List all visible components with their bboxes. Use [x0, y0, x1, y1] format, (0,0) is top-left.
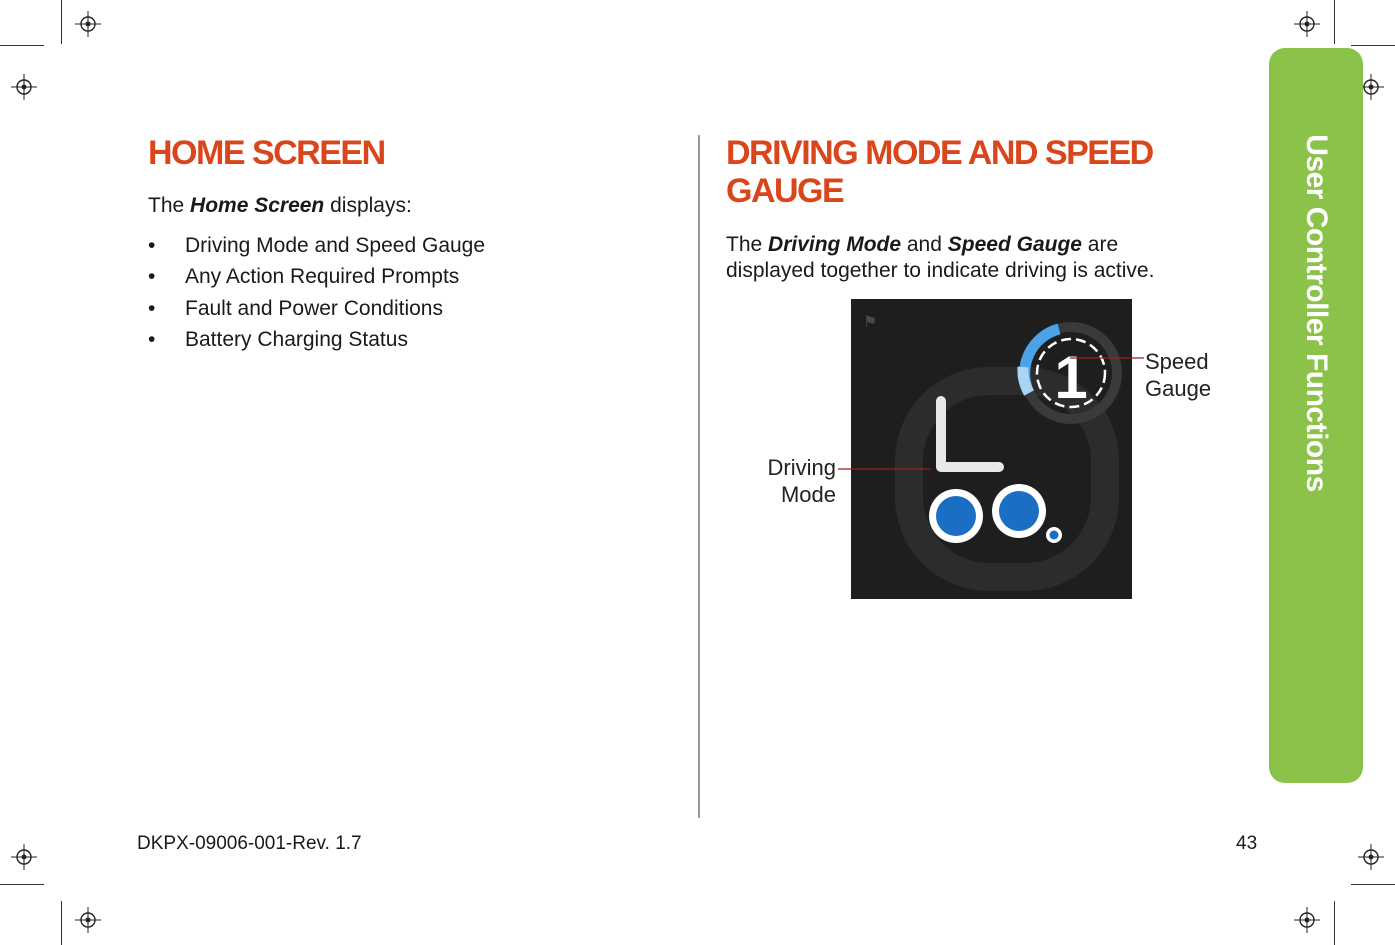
registration-mark-icon [75, 907, 101, 933]
list-item: • Fault and Power Conditions [148, 293, 485, 324]
intro-emphasis: Home Screen [190, 194, 325, 217]
driving-mode-description [726, 232, 1154, 284]
callout-text: Driving [767, 455, 836, 480]
callout-text: Gauge [1145, 376, 1212, 401]
document-id: DKPX-09006-001-Rev. 1.7 [137, 833, 362, 854]
crop-mark [1334, 901, 1335, 945]
column-divider [698, 135, 700, 818]
svg-text:⚑: ⚑ [863, 312, 878, 331]
heading-line: GAUGE [726, 172, 844, 210]
crop-mark [0, 884, 44, 885]
home-screen-heading: HOME SCREEN [148, 134, 385, 172]
description-text: are [1081, 233, 1119, 256]
home-screen-intro [148, 193, 412, 219]
speed-gauge-callout [1145, 348, 1211, 402]
registration-mark-icon [75, 11, 101, 37]
description-text: displayed together to indicate driving is active. [726, 259, 1155, 282]
page-number: 43 [1236, 833, 1258, 854]
list-item: • Any Action Required Prompts [148, 261, 485, 292]
description-emphasis: Driving Mode [768, 233, 902, 256]
callout-text: Mode [780, 482, 836, 507]
crop-mark [1351, 884, 1395, 885]
gauge-number: 1 [1054, 344, 1088, 411]
crop-mark [1334, 0, 1335, 44]
section-tab-text: User Controller Functions [1300, 134, 1333, 492]
list-item: • Battery Charging Status [148, 324, 485, 355]
registration-mark-icon [11, 844, 37, 870]
callout-text: Speed [1145, 349, 1209, 374]
description-text: and [901, 233, 948, 256]
crop-mark [61, 0, 62, 44]
registration-mark-icon [11, 74, 37, 100]
description-emphasis: Speed Gauge [947, 233, 1082, 256]
crop-mark [61, 901, 62, 945]
crop-mark [0, 45, 44, 46]
driving-mode-callout [740, 454, 836, 508]
heading-line: DRIVING MODE AND SPEED [726, 134, 1153, 172]
intro-text: The [148, 194, 191, 217]
description-text: The [726, 233, 769, 256]
registration-mark-icon [1358, 844, 1384, 870]
registration-mark-icon [1294, 907, 1320, 933]
registration-mark-icon [1294, 11, 1320, 37]
intro-text: displays: [324, 194, 412, 217]
crop-mark [1351, 45, 1395, 46]
list-item: • Driving Mode and Speed Gauge [148, 230, 485, 261]
home-screen-list [148, 230, 485, 355]
callout-leader-lines [830, 350, 1150, 480]
driving-mode-heading [726, 134, 1153, 210]
